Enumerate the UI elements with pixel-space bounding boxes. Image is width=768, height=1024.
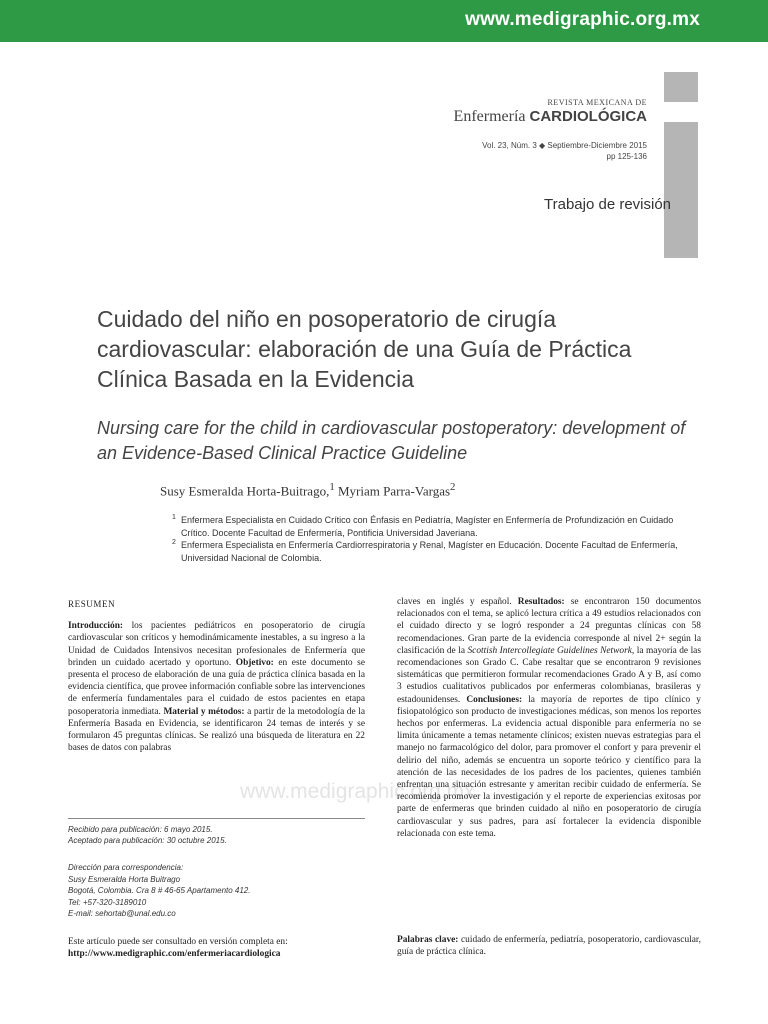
affiliation-2 bbox=[172, 539, 682, 564]
abstract-paragraph-cont bbox=[397, 596, 701, 840]
intro-text: los pacientes pediátricos en posoperatorio de cirugía cardiovascular son críticos y hemodinámicamente inestables, a su ingreso a la Unidad de Cuidados Intensivos necesitan profesionales de Enfermería que brinden un cuidado acertado y oportuno. bbox=[68, 621, 365, 668]
side-decoration-bar bbox=[664, 122, 698, 258]
author-2: Myriam Parra-Vargas bbox=[334, 483, 451, 499]
correspondence-email[interactable]: E-mail: sehortab@unal.edu.co bbox=[68, 909, 176, 918]
affiliation-number: 1 bbox=[172, 514, 176, 521]
objective-text: en este documento se presenta el proceso de elaboración de una guía de práctica clínica basada en la evidencia científica, que provee información confiable sobre las intervenciones de enfermería fundamentales para el cuidado de estos pacientes en etapa posoperatoria inmediata. bbox=[68, 657, 366, 717]
results-italic: Scottish Intercollegiate Guidelines Network bbox=[467, 645, 632, 656]
results-label: Resultados: bbox=[517, 597, 565, 607]
intro-label: Introducción: bbox=[68, 621, 124, 632]
correspondence-address: Bogotá, Colombia. Cra 8 # 46-65 Apartamento 412. bbox=[68, 886, 251, 895]
methods-text-cont: claves en inglés y español. bbox=[397, 597, 518, 607]
affiliation-number: 2 bbox=[172, 539, 176, 546]
author-1-mark: 1 bbox=[329, 481, 335, 493]
correspondence-name: Susy Esmeralda Horta Buitrago bbox=[68, 874, 181, 884]
footnote-divider bbox=[68, 818, 365, 819]
abstract-heading: RESUMEN bbox=[68, 599, 116, 609]
received-date: Recibido para publicación: 6 mayo 2015. bbox=[68, 825, 213, 834]
pages-line: pp 125-136 bbox=[606, 152, 647, 161]
journal-name-first: Enfermería bbox=[453, 108, 526, 125]
abstract-right-column bbox=[397, 596, 701, 840]
authors bbox=[160, 481, 455, 499]
article-subtitle: Nursing care for the child in cardiovascular postoperatory: development of an Evidence-Based Clinical Practice Guideline bbox=[97, 418, 686, 463]
correspondence bbox=[68, 862, 250, 920]
author-1: Susy Esmeralda Horta-Buitrago, bbox=[160, 483, 330, 499]
conclusions-label: Conclusiones: bbox=[466, 694, 523, 705]
online-url-link[interactable]: http://www.medigraphic.com/enfermeriacardiologica bbox=[68, 949, 281, 959]
affiliations bbox=[172, 514, 682, 564]
publication-dates bbox=[68, 824, 227, 846]
keywords-label: Palabras clave: bbox=[397, 935, 459, 945]
watermark: www.medigraphic.org.mx bbox=[240, 780, 475, 803]
journal-label: REVISTA MEXICANA DE bbox=[547, 98, 647, 107]
abstract-paragraph bbox=[68, 620, 365, 754]
abstract-left-column bbox=[68, 598, 365, 754]
affiliation-1 bbox=[172, 514, 682, 539]
article-title: Cuidado del niño en posoperatorio de cirugía cardiovascular: elaboración de una Guía de Práctica Clínica Basada en la Evidencia bbox=[97, 306, 632, 392]
correspondence-phone: Tel: +57-320-3189010 bbox=[68, 897, 147, 907]
methods-label: Material y métodos: bbox=[163, 706, 245, 717]
correspondence-label: Dirección para correspondencia: bbox=[68, 863, 184, 872]
affiliation-text: Enfermera Especialista en Enfermería Cardiorrespiratoria y Renal, Magíster en Educación. Docente Facultad de Enfermería, Universidad Nacional de Colombia. bbox=[181, 540, 678, 563]
side-decoration-bar bbox=[664, 72, 698, 102]
website-link[interactable]: www.medigraphic.org.mx bbox=[465, 9, 700, 30]
author-2-mark: 2 bbox=[450, 481, 456, 493]
keywords bbox=[397, 934, 701, 958]
online-note bbox=[68, 936, 368, 960]
journal-name bbox=[454, 108, 647, 126]
methods-text: a partir de la metodología de la Enfermería Basada en Evidencia, se identificaron 24 temas de interés y se formularon 45 preguntas clínicas. Se realizó una búsqueda de literatura en 22 bases de datos con palabras bbox=[68, 706, 365, 754]
section-label: Trabajo de revisión bbox=[544, 196, 672, 213]
affiliation-text: Enfermera Especialista en Cuidado Crítico con Énfasis en Pediatría, Magíster en Enfermería de Profundización en Cuidado Crítico. Docente Facultad de Enfermería, Pontificia Universidad Javeriana. bbox=[181, 515, 674, 538]
top-banner bbox=[0, 0, 768, 42]
journal-logo bbox=[454, 98, 647, 126]
objective-label: Objetivo: bbox=[235, 657, 274, 668]
conclusions-text: la mayoría de reportes de tipo clínico y fisiopatológico son producto de investigaciones médicas, son menos los reportes hechos por enfermeras. La evidencia actual disponible para enfermería no se limita únicamente a temas netamente clínicos; existen nuevas estrategias para el manejo no farmacológico del dolor, para promover el confort y para prevenir el delirio del niño, además se encuentra un soporte teórico y científico para la atención de las necesidades de los padres de los pacientes, quienes también enfrentan una situación estresante y ameritan recibir cuidado de enfermería. Se recomienda promover la investigación y el reporte de experiencias exitosas por parte de enfermeras que brinden cuidado al niño en posoperatorio de cirugía cardiovascular y sus padres, para así fortalecer la evidencia disponible relacionada con este tema. bbox=[397, 694, 701, 839]
results-text: se encontraron 150 documentos relacionados con el tema, se aplicó lectura crítica a 49 estudios relacionados con el cuidado directo y se logró responder a 24 preguntas clínicas con 58 recomendaciones. Gran parte de la evidencia corresponde al nivel 2+ según la clasificación de la bbox=[397, 597, 701, 656]
volume-line: Vol. 23, Núm. 3 ◆ Septiembre-Diciembre 2015 bbox=[482, 141, 647, 150]
accepted-date: Aceptado para publicación: 30 octubre 2015. bbox=[68, 836, 227, 845]
volume-info bbox=[482, 140, 647, 162]
online-text: Este artículo puede ser consultado en versión completa en: bbox=[68, 937, 288, 947]
keywords-text: cuidado de enfermería, pediatría, posoperatorio, cardiovascular, guía de práctica clínica. bbox=[397, 935, 701, 957]
results-text-cont: , la mayoría de las recomendaciones son Grado C. Cabe resaltar que se encontraron 9 revisiones sistemáticas que permitieron formular recomendaciones Grado A y B, así como 3 estudios cualitativos publicados por enfermeras colombianas, brasileras y estadounidenses. bbox=[397, 645, 701, 705]
journal-name-second: CARDIOLÓGICA bbox=[529, 108, 647, 125]
